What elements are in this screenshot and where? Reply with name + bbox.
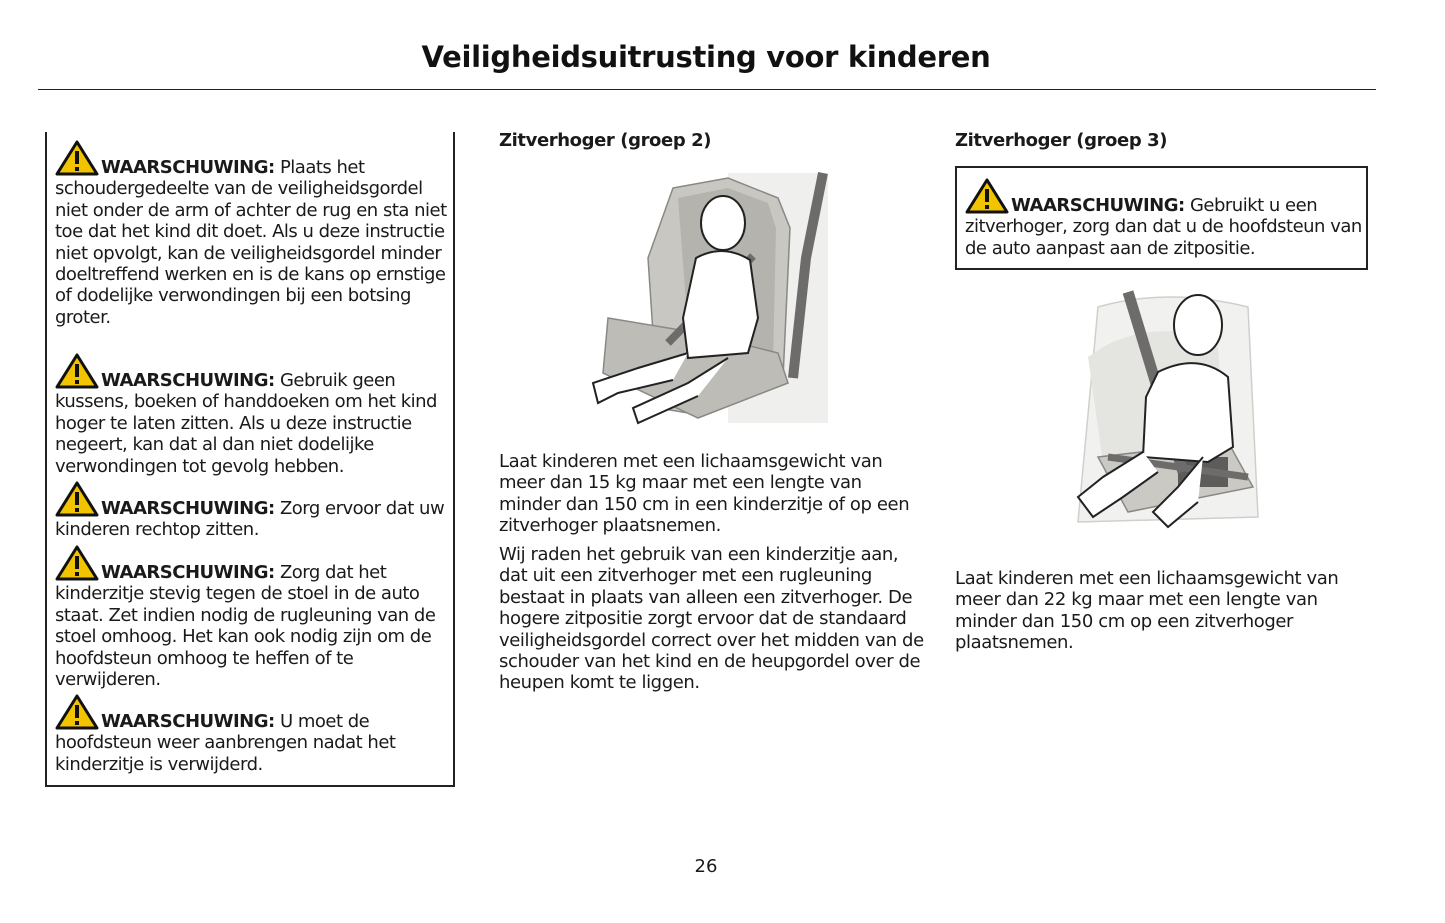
warning-label: WAARSCHUWING: [101, 498, 275, 519]
warning-item [55, 353, 457, 477]
warning-label: WAARSCHUWING: [101, 562, 275, 583]
warning-text: Gebruikt u een zitverhoger, zorg dan dat u de hoofdsteun van de auto aanpast aan de zitpositie. [965, 195, 1362, 259]
paragraph-group2-recommendation: Wij raden het gebruik van een kinderzitje aan, dat uit een zitverhoger met een rugleuning bestaat in plaats van alleen een zitverhoger. De hogere zitpositie zorgt ervoor dat de standaard veiligheidsgordel correct over het midden van de schouder van het kind en de heupgordel over de heupen komt te liggen. [499, 544, 924, 694]
warning-item [55, 694, 457, 775]
title-divider [38, 89, 1376, 90]
page-title: Veiligheidsuitrusting voor kinderen [421, 40, 991, 74]
warning-text: Gebruik geen kussens, boeken of handdoeken om het kind hoger te laten zitten. Als u deze instructie negeert, kan dat al dan niet dodelijke verwondingen tot gevolg hebben. [55, 370, 437, 477]
warning-triangle-icon [55, 545, 99, 581]
warning-item [55, 140, 457, 328]
warning-triangle-icon [55, 353, 99, 389]
warning-text: U moet de hoofdsteun weer aanbrengen nadat het kinderzitje is verwijderd. [55, 711, 396, 775]
warning-triangle-icon [55, 481, 99, 517]
warning-item [55, 481, 457, 541]
warning-text: Zorg ervoor dat uw kinderen rechtop zitten. [55, 498, 445, 541]
warning-triangle-icon [55, 140, 99, 176]
paragraph-group2-weight: Laat kinderen met een lichaamsgewicht van meer dan 15 kg maar met een lengte van minder dan 150 cm in een kinderzitje of op een zitverhoger plaatsnemen. [499, 451, 910, 537]
section-heading-group3: Zitverhoger (groep 3) [955, 130, 1168, 151]
warning-text: Zorg dat het kinderzitje stevig tegen de stoel in de auto staat. Zet indien nodig de rugleuning van de stoel omhoog. Het kan ook nodig zijn om de hoofdsteun omhoog te heffen of te verwijderen. [55, 562, 436, 691]
section-heading-group2: Zitverhoger (groep 2) [499, 130, 712, 151]
warnings-box [45, 132, 455, 787]
warning-triangle-icon [965, 178, 1009, 214]
warning-item [55, 545, 457, 690]
warning-text: Plaats het schoudergedeelte van de veiligheidsgordel niet onder de arm of achter de rug en sta niet toe dat het kind dit doet. Als u deze instructie niet opvolgt, kan de veiligheidsgordel minder doeltreffend werken en is de kans op ernstige of dodelijke verwondingen bij een botsing groter. [55, 157, 447, 328]
warning-label: WAARSCHUWING: [101, 157, 275, 178]
warning-triangle-icon [55, 694, 99, 730]
warning-box-group3 [955, 166, 1368, 270]
warning-label: WAARSCHUWING: [1011, 195, 1185, 216]
page-number: 26 [694, 856, 718, 877]
booster-seat-group2-illustration [578, 168, 840, 430]
paragraph-group3-weight: Laat kinderen met een lichaamsgewicht van meer dan 22 kg maar met een lengte van minder dan 150 cm op een zitverhoger plaatsnemen. [955, 568, 1339, 654]
booster-seat-group3-illustration [1068, 287, 1268, 552]
warning-label: WAARSCHUWING: [101, 711, 275, 732]
warning-item [965, 178, 1363, 259]
warning-label: WAARSCHUWING: [101, 370, 275, 391]
